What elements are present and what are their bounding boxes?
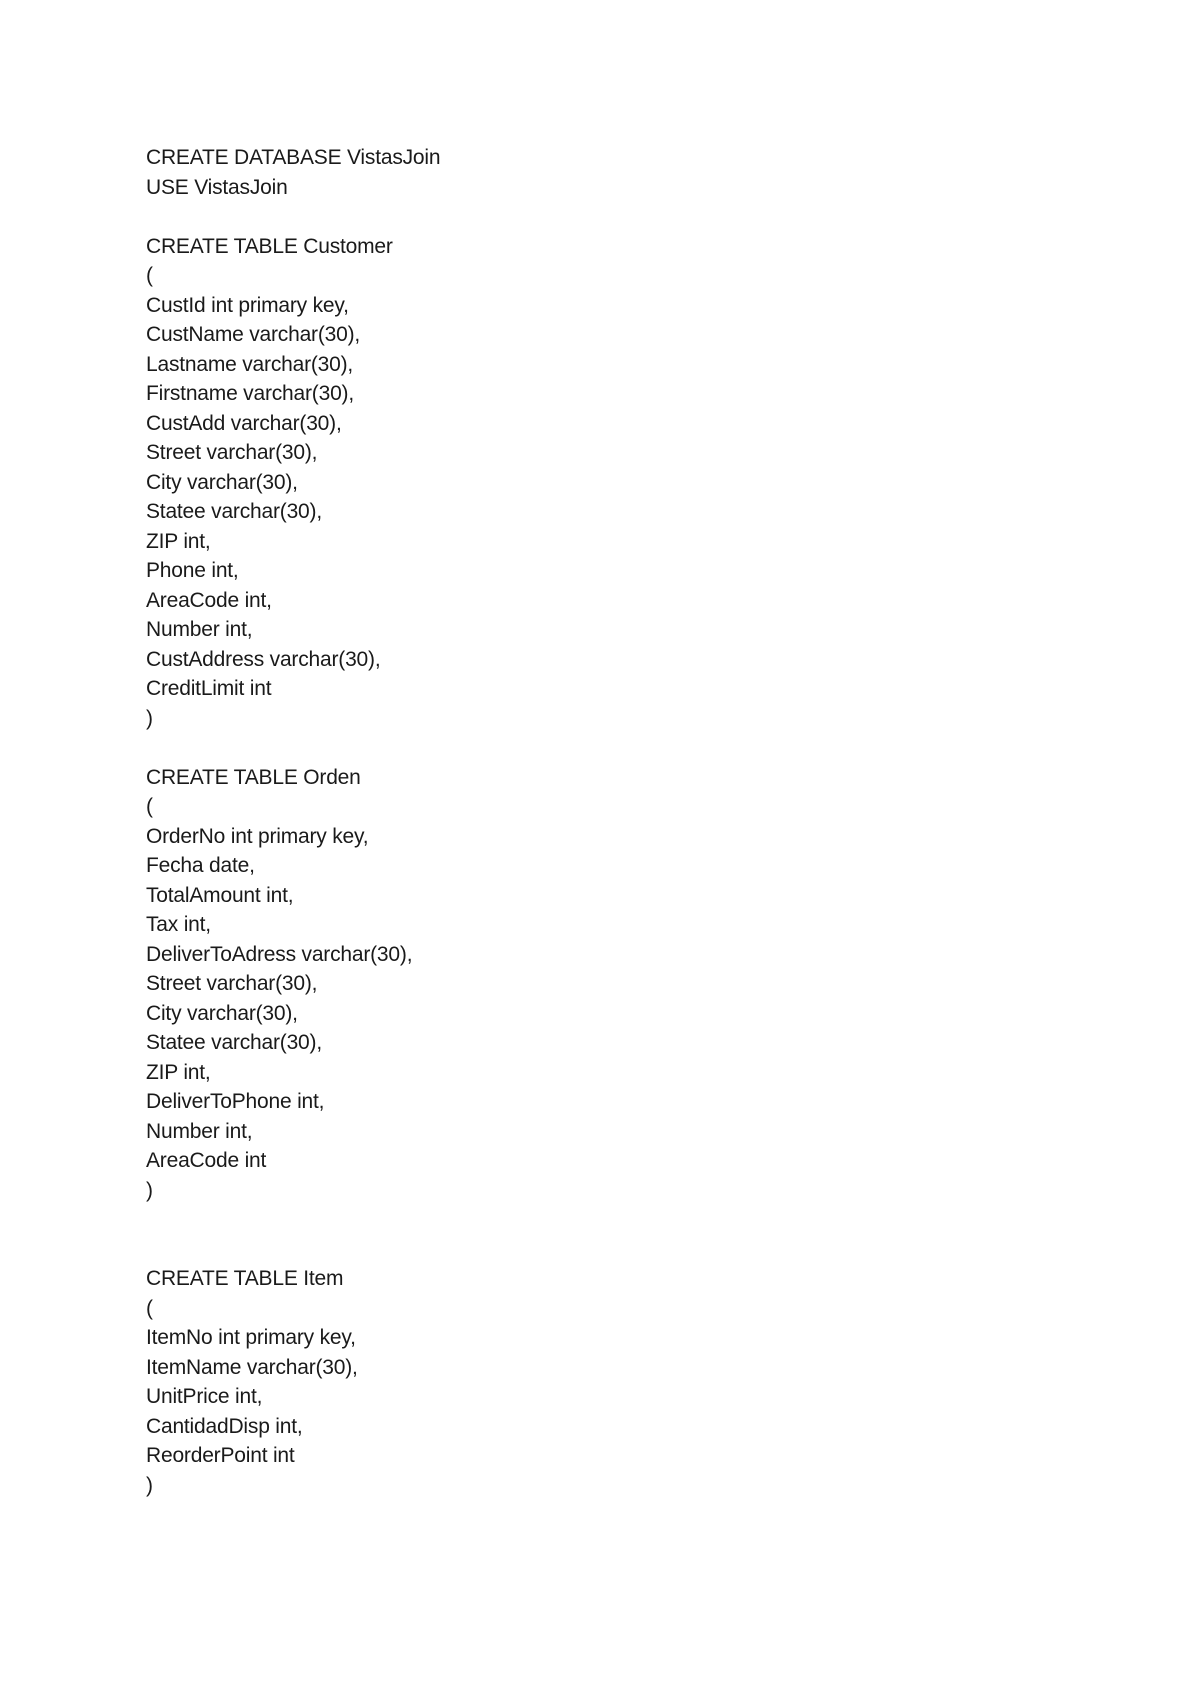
sql-line: Tax int, [146, 913, 211, 936]
sql-line: Lastname varchar(30), [146, 352, 354, 376]
sql-line: City varchar(30), [146, 1001, 298, 1025]
customer-table-block [146, 232, 1046, 734]
sql-line: UnitPrice int, [146, 1385, 263, 1408]
sql-line: AreaCode int, [146, 588, 272, 612]
sql-line: Firstname varchar(30), [146, 382, 354, 405]
sql-line: CREATE TABLE Orden [146, 765, 361, 789]
sql-script [146, 143, 1046, 1500]
sql-line: CustId int primary key, [146, 293, 349, 317]
database-block [146, 143, 1046, 202]
sql-line: DeliverToAdress varchar(30), [146, 942, 413, 966]
sql-line: ZIP int, [146, 1060, 211, 1084]
sql-line: CustName varchar(30), [146, 323, 361, 346]
sql-line: ZIP int, [146, 529, 211, 553]
sql-line: USE VistasJoin [146, 175, 288, 199]
blank-line [146, 733, 1046, 763]
sql-line: Street varchar(30), [146, 441, 318, 464]
sql-line: ( [146, 264, 153, 287]
sql-line: ) [146, 1473, 153, 1497]
sql-line: CREATE DATABASE VistasJoin [146, 146, 441, 169]
blank-line [146, 202, 1046, 232]
sql-line: City varchar(30), [146, 470, 298, 494]
sql-line: AreaCode int [146, 1149, 267, 1172]
sql-line: Statee varchar(30), [146, 1031, 322, 1054]
sql-line: CREATE TABLE Customer [146, 234, 393, 258]
sql-line: CREATE TABLE Item [146, 1267, 344, 1290]
sql-line: Phone int, [146, 559, 239, 582]
sql-line: Number int, [146, 618, 253, 641]
sql-line: OrderNo int primary key, [146, 824, 369, 848]
sql-line: CustAdd varchar(30), [146, 411, 342, 435]
sql-line: Statee varchar(30), [146, 500, 322, 523]
sql-line: ItemName varchar(30), [146, 1355, 358, 1379]
sql-line: Street varchar(30), [146, 972, 318, 995]
item-table-block [146, 1264, 1046, 1500]
sql-line: ( [146, 1296, 153, 1320]
sql-line: ) [146, 1178, 153, 1202]
sql-line: ) [146, 706, 153, 730]
blank-line [146, 1235, 1046, 1265]
sql-line: ( [146, 795, 153, 818]
sql-line: ReorderPoint int [146, 1444, 295, 1467]
blank-line [146, 1205, 1046, 1235]
sql-line: CantidadDisp int, [146, 1414, 303, 1438]
sql-line: CustAddress varchar(30), [146, 647, 381, 671]
sql-line: Fecha date, [146, 854, 255, 877]
sql-line: DeliverToPhone int, [146, 1090, 325, 1113]
sql-line: CreditLimit int [146, 677, 272, 700]
sql-line: Number int, [146, 1119, 253, 1143]
orden-table-block [146, 763, 1046, 1206]
sql-line: ItemNo int primary key, [146, 1326, 356, 1349]
sql-line: TotalAmount int, [146, 883, 294, 907]
